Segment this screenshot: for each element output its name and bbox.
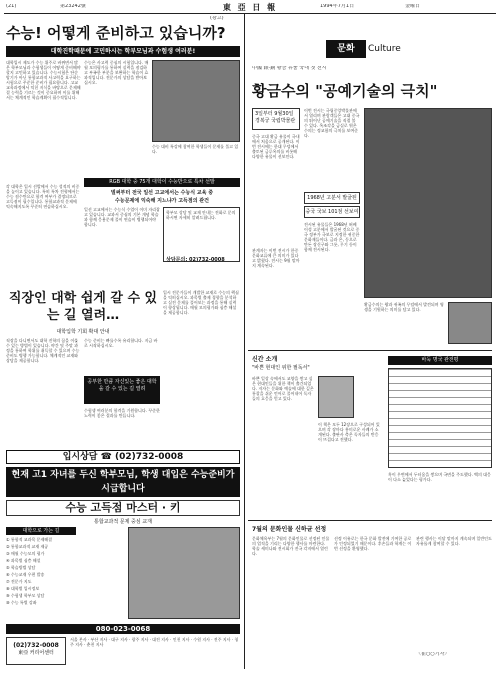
order-phone: 080-023-0068 [6,624,240,634]
ad-body-column-2: 수능은 사고력 중심의 시험입니다. 매월 모의평가를 통하여 실력을 점검하고 부족한 부분을 보완하는 학습이 효과적입니다. 전문가의 상담을 받아보십시오. [84,60,149,85]
review-column-2: 이 책은 모두 12장으로 구성되어 있으며 각 장마다 흥미로운 사례가 소개된다. 출판사 측은 독자들의 반응이 뜨겁다고 전했다. [318,422,380,442]
bottom-column-1: 문화체육부는 7월의 문화인물로 선정된 인물의 업적을 기리는 다양한 행사를 마련한다. 학술 세미나와 전시회가 전국 각지에서 열린다. [252,536,330,556]
article-column-1: 중국 고대 황금 유물이 국내에서 처음으로 공개된다. 이번 전시에는 한대 무덤에서 출토된 금루옥의를 비롯해 다양한 유물이 선보인다. [252,134,300,159]
baduk-commentary: 흑이 우변에서 두터움을 쌓으며 국면을 주도했다. 백의 대응이 다소 늦었다는 평가다. [388,472,491,482]
section-label: 문화 [326,40,366,58]
list-item: ⑧ 대학별 입시정보 [6,586,40,591]
ad-headline: 수능! 어떻게 준비하고 있습니까? [6,24,226,42]
section-rule-2 [248,520,492,521]
list-item: ③ 매월 수능모의 평가 [6,551,45,556]
list-item: ⑤ 학습방법 상담 [6,565,36,570]
ad-body-column-8: 수험생 여러분의 합격을 기원합니다. 꾸준한 노력이 좋은 결과를 만듭니다. [84,408,160,418]
ad-body-column-4: 일선 고교에서는 수능식 수업이 이미 자리잡고 있습니다. 교과서 중심의 기본 개념 학습과 함께 응용문제 풀이 연습이 병행되어야 합니다. [84,207,160,227]
list-item: ⑥ 수능교재 우편 발송 [6,572,45,577]
page-number: (21) [6,4,17,9]
big-headline-note: 대학입학 기회 확대 안내 [56,329,110,335]
author-photo [318,376,354,418]
bottom-column-2: 선정 이유로는 한국 문화 발전에 기여한 공로가 인정되었기 때문이다. 후손들과 학계는 이번 선정을 환영했다. [334,536,412,551]
list-item: ⑨ 수험생 학부모 상담 [6,593,45,598]
list-item: ⑩ 수능 특별 강좌 [6,600,37,605]
issue-weekday: 金曜日 [405,4,421,9]
caption-2: 중국 국보 101점 선보여 [304,206,360,218]
highlight-box: 공부한 만큼 자신있는 좋은 대학을 갈 수 있는 길 열려 [84,376,160,404]
list-item: ② 통합교과적 교재 제공 [6,544,49,549]
ad-body-column-3: 각 대학은 입시 선발에서 수능 성적의 비중을 높이고 있습니다. 특히 특차 전형에서는 수능 점수만으로 합격 여부가 결정되므로 고득점이 필수입니다. 통합교과적 문제에 익숙해지도록 꾸준히 연습하십시오. [6,184,80,209]
article-column-3: 전시된 유물들은 1968년 허베이성 고분에서 발굴된 것으로 중국 정부가 국보로 지정한 귀중한 문화재들이다. 금과 은, 동으로 만든 장신구와 그릇, 무기 등이 함께 전시된다. [304,222,360,252]
article-column-2: 이번 전시는 국립중앙박물관에서 열리며 관람객들은 고대 중국의 뛰어난 공예기술을 직접 볼 수 있다. 옥조각을 금실로 엮은 수의는 정교함의 극치를 보여준다. [304,108,360,138]
bottom-article-head: 7월의 문화인물 신하균 선정 [252,526,327,533]
mid-subhead: 벌써부터 전국 일선 고교에서는 수능식 교육 중 [110,190,214,196]
jade-suit-photo [364,108,492,298]
article-kicker: 中國 銀·銅 황금 유물 국내 첫 전시 [252,66,327,71]
column-divider [244,14,245,669]
ad-body-column-7: 입시 전문가들이 개발한 교재로 수능의 핵심을 익히십시오. 과목별 출제 경향을 분석하고 실전 문제를 풀어보는 과정을 통해 실력이 향상됩니다. 매월 모의평가와 심층 해설을 제공합니다. [163,290,239,315]
feature-list [6,537,124,621]
info-box-text: 학부모 상담 및 교재 안내는 전화로 문의하시면 자세히 알려드립니다. [166,210,236,220]
ad-body-column-5: 직장을 다니면서도 대학 진학의 꿈을 이룰 수 있는 방법이 있습니다. 야간 및 주말 과정을 통하여 학위를 취득할 수 있으며 수능 준비도 병행 가능합니다. 체계적인 교재와 상담을 제공합니다. [6,338,80,363]
product-sub: 통합교과적 문제 중심 교재 [94,519,152,525]
students-photo [152,60,240,142]
ad-body-column-6: 수능 준비는 빠를수록 유리합니다. 지금 바로 시작하십시오. [84,338,158,348]
mid-subhead-2: 수능문제에 익숙해 지느냐가 고득점의 관건 [115,198,209,204]
branch-list: 서울 본사 · 부산 지사 · 대구 지사 · 광주 지사 · 대전 지사 · 인천 지사 · 수원 지사 · 전주 지사 · 청주 지사 · 춘천 지사 [70,637,239,647]
big-headline: 직장인 대학 쉽게 갈 수 있는 길 열려… [8,291,158,323]
review-column-1: 바쁜 일상 속에서도 교양을 쌓고 싶은 현대인들을 위한 책이 출간되었다. 저자는 문화와 예술에 대한 깊은 통찰을 쉬운 언어로 풀어내어 독자들의 호응을 얻고 있다. [252,376,314,401]
article-column-5: 황금수의는 왕과 귀족의 무덤에서 발견되며 영생을 기원하는 의미를 담고 있다. [364,302,444,312]
mid-box: RGB 대학 중 75개 대학이 수능반으로 특차 선발 [84,178,240,187]
year-caption: 1968년 고분서 발굴된 [304,192,360,204]
review-sub: "바쁜 현대인 위한 필독서" [252,365,310,371]
info-box-phone: 상담문의: 02)732-0008 [166,257,225,263]
classroom-photo [128,527,240,619]
header-rule [4,13,496,14]
article-column-4: 관계자는 이번 전시가 한중 문화교류에 큰 의미가 있다고 밝혔다. 전시는 9월 말까지 계속된다. [252,248,300,268]
issue-number: 第23242號 [60,4,86,9]
ad-subhead: 대학진학때문에 고민하시는 학부모님과 수험생 여러분! [6,46,240,57]
list-title: 대학으로 가는 길 [6,527,76,535]
photo-caption: 수능 대비 특강에 참여한 학생들이 문제를 풀고 있다. [152,144,239,154]
section-rule [248,350,492,351]
artifact-photo [448,302,492,344]
company-name: 東亞 커리어센터 [18,650,54,656]
ad-tag: (광고) [210,16,224,21]
article-title: 황금수의 "공예기술의 극치" [252,82,438,100]
footer-phone: (02)732-0008 [13,642,59,649]
list-item: ④ 과목별 심층 해설 [6,558,41,563]
issue-date: 1994年7月1日 [320,4,355,9]
phone-bar-label: 입시상담 ☎ (02)732-0008 [62,452,184,462]
masthead: 東 亞 日 報 [222,3,278,12]
section-label-en: Culture [368,44,401,54]
event-box: 3일부터 9월30일 경복궁 국립박물관 [252,108,300,130]
bottom-ad-headline: 현재 고1 자녀를 두신 학부모님, 학생 대입은 수능준비가 시급합니다 [6,467,240,497]
baduk-title: 바둑 명국 관전평 [388,356,492,365]
company-logo [6,637,66,665]
byline: 〈崔○○기자〉 [416,652,450,657]
ad-body-column-1: 대학입시 제도가 수능 위주로 바뀌면서 많은 학부모님과 수험생들이 어떻게 준비해야 할지 고민하고 있습니다. 수능시험은 단순 암기가 아닌 통합교과적 사고력을 요구하는 시험으로 꾸준한 준비가 필요합니다. 고교 교육과정에서 익힌 지식을 바탕으로 문제해결 능력을 기르는 것이 중요하며 이를 위해서는 체계적인 학습계획이 필수적입니다. [6,60,81,100]
phone-bar [6,450,240,464]
product-name: 수능 고득점 마스터 · 키 [6,500,240,516]
baduk-board [388,368,492,468]
list-item: ① 통합적 교과목 문제해결 [6,537,53,542]
info-box [163,207,240,262]
bottom-column-3: 관련 행사는 이달 말까지 계속되며 일반인도 자유롭게 참여할 수 있다. [416,536,492,546]
review-header: 신간 소개 [252,356,278,363]
list-item: ⑦ 전문가 지도 [6,579,32,584]
